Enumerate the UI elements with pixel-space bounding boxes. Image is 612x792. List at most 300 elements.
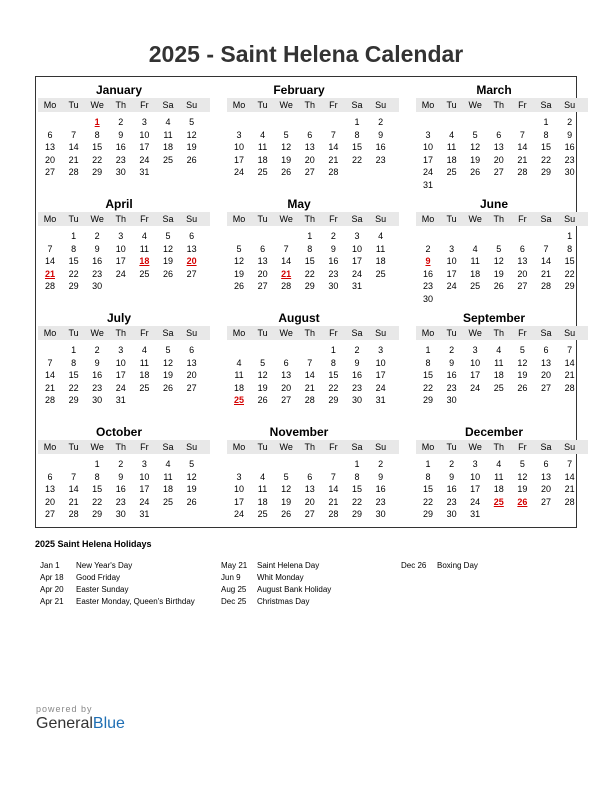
day-cell: 13 [304, 142, 315, 152]
weekday-label: We [90, 328, 104, 338]
day-cell: 9 [354, 357, 360, 368]
day-cell: 28 [44, 395, 55, 405]
holiday-column [401, 560, 478, 572]
day-cell: 2 [449, 459, 455, 469]
day-cell: 14 [68, 142, 79, 152]
day-cell: 11 [470, 256, 480, 266]
day-cell: 28 [517, 167, 528, 177]
weekday-header [38, 440, 210, 454]
weekday-label: Tu [257, 442, 268, 452]
month-name: June [479, 197, 509, 211]
day-cell: 18 [493, 370, 504, 380]
day-cell: 19 [186, 142, 197, 152]
weekday-label: Su [375, 214, 387, 224]
weekday-label: Sa [540, 214, 552, 224]
weekday-label: Mo [232, 214, 246, 224]
day-cell: 4 [449, 129, 455, 140]
holiday-name: August Bank Holiday [257, 585, 332, 594]
day-cell: 26 [233, 281, 244, 291]
day-cell: 28 [281, 281, 292, 291]
day-cell: 28 [68, 509, 79, 519]
day-cell: 27 [44, 509, 55, 519]
day-cell: 6 [496, 129, 502, 140]
day-cell: 10 [115, 243, 126, 254]
day-cell: 9 [378, 129, 384, 140]
day-cell: 4 [141, 345, 147, 355]
day-cell: 21 [44, 382, 55, 393]
day-cell: 9 [330, 243, 336, 254]
day-cell: 14 [328, 142, 339, 152]
day-cell: 15 [540, 142, 551, 152]
day-cell: 2 [378, 459, 384, 469]
day-cell: 16 [328, 256, 339, 266]
holiday-row [401, 560, 478, 572]
weekday-header [227, 212, 399, 226]
day-cell: 4 [496, 345, 502, 355]
day-cell: 29 [422, 395, 433, 405]
weekday-header [38, 98, 210, 112]
day-cell: 29 [564, 281, 575, 291]
day-cell: 10 [470, 471, 481, 482]
day-cell: 17 [139, 484, 150, 494]
day-cell: 5 [283, 129, 289, 140]
day-cell: 28 [540, 281, 551, 291]
month-name: October [95, 425, 143, 439]
day-cell: 8 [354, 471, 360, 482]
weekday-label: Tu [257, 214, 268, 224]
day-cell: 25 [139, 382, 150, 393]
day-cell: 20 [44, 496, 55, 507]
day-cell: 6 [47, 471, 53, 482]
day-cell: 30 [328, 281, 339, 291]
day-cell: 26 [517, 382, 528, 393]
day-cell: 9 [449, 357, 455, 368]
day-cell: 26 [281, 167, 292, 177]
day-cell: 20 [186, 370, 197, 380]
day-cell: 30 [115, 509, 126, 519]
day-cell: 14 [564, 471, 575, 482]
day-cell: 12 [257, 370, 268, 380]
day-cell: 14 [540, 256, 551, 266]
day-cell: 3 [449, 243, 455, 254]
weekday-label: Mo [421, 328, 435, 338]
day-cell: 27 [540, 496, 551, 507]
day-cell: 13 [540, 357, 551, 368]
day-cell: 24 [470, 382, 481, 393]
day-cell: 2 [425, 243, 431, 254]
weekday-label: We [468, 214, 482, 224]
day-cell: 20 [517, 268, 528, 279]
day-cell: 15 [304, 256, 315, 266]
weekday-label: Tu [68, 100, 79, 110]
day-cell: 11 [257, 142, 268, 152]
weekday-label: Sa [540, 100, 552, 110]
holiday-day: 26 [517, 496, 528, 507]
day-cell: 15 [92, 484, 103, 494]
day-cell: 4 [378, 231, 384, 241]
day-cell: 13 [186, 243, 197, 254]
day-cell: 23 [351, 382, 362, 393]
day-cell: 17 [422, 154, 433, 165]
weekday-label: Fr [140, 328, 149, 338]
day-cell: 4 [165, 117, 171, 127]
day-cell: 23 [446, 382, 457, 393]
day-cell: 11 [494, 471, 504, 482]
day-cell: 16 [351, 370, 362, 380]
day-cell: 7 [47, 243, 53, 254]
day-cell: 5 [189, 117, 195, 127]
day-cell: 24 [375, 382, 386, 393]
day-cell: 23 [375, 154, 386, 165]
day-cell: 29 [92, 509, 103, 519]
day-cell: 9 [94, 357, 100, 368]
day-cell: 19 [162, 256, 173, 266]
month-name: May [287, 197, 311, 211]
day-cell: 26 [186, 496, 197, 507]
day-cell: 7 [330, 129, 336, 140]
weekday-label: Th [304, 214, 316, 224]
weekday-label: Fr [140, 100, 149, 110]
day-cell: 30 [422, 293, 433, 304]
holiday-day: 25 [493, 496, 504, 507]
day-cell: 5 [496, 243, 502, 254]
weekday-label: Fr [329, 214, 338, 224]
weekday-label: Sa [540, 328, 552, 338]
weekday-label: Sa [162, 328, 174, 338]
day-cell: 23 [422, 281, 433, 291]
powered-by-text: powered by [36, 704, 93, 714]
day-cell: 28 [68, 167, 79, 177]
day-cell: 16 [92, 370, 103, 380]
day-cell: 7 [47, 357, 53, 368]
day-cell: 7 [283, 243, 289, 254]
day-cell: 30 [115, 167, 126, 177]
day-cell: 13 [493, 142, 504, 152]
day-cell: 19 [162, 370, 173, 380]
day-cell: 9 [118, 129, 124, 140]
weekday-header [416, 440, 588, 454]
weekday-label: We [468, 100, 482, 110]
day-cell: 11 [234, 370, 244, 380]
day-cell: 10 [375, 357, 386, 368]
weekday-label: Th [115, 214, 127, 224]
day-cell: 17 [233, 154, 244, 165]
day-cell: 25 [162, 154, 173, 165]
day-cell: 9 [94, 243, 100, 254]
holidays-title: 2025 Saint Helena Holidays [35, 539, 152, 549]
day-cell: 28 [564, 496, 575, 507]
day-cell: 11 [139, 243, 150, 254]
day-cell: 22 [351, 496, 362, 507]
day-cell: 14 [517, 142, 528, 152]
day-cell: 3 [236, 471, 242, 482]
day-cell: 16 [564, 142, 575, 152]
day-cell: 31 [422, 179, 433, 190]
weekday-label: Sa [351, 100, 363, 110]
day-cell: 1 [425, 345, 431, 355]
day-cell: 30 [564, 167, 575, 177]
day-cell: 12 [281, 142, 292, 152]
day-cell: 3 [141, 459, 147, 469]
day-cell: 31 [375, 395, 386, 405]
day-cell: 31 [139, 509, 150, 519]
weekday-label: We [468, 328, 482, 338]
day-cell: 19 [186, 484, 197, 494]
weekday-header [227, 326, 399, 340]
weekday-header [227, 440, 399, 454]
day-cell: 16 [375, 484, 386, 494]
day-cell: 30 [92, 281, 103, 291]
day-cell: 16 [115, 484, 126, 494]
day-cell: 8 [567, 243, 573, 254]
day-cell: 29 [68, 395, 79, 405]
day-cell: 28 [328, 167, 339, 177]
weekday-label: Fr [140, 442, 149, 452]
day-cell: 13 [540, 471, 551, 482]
day-cell: 5 [165, 231, 171, 241]
day-cell: 4 [260, 471, 266, 482]
weekday-label: Sa [540, 442, 552, 452]
weekday-label: Su [564, 214, 576, 224]
weekday-label: Th [304, 100, 316, 110]
day-cell: 23 [92, 382, 103, 393]
day-cell: 2 [449, 345, 455, 355]
holiday-row [221, 596, 331, 608]
day-cell: 26 [493, 281, 504, 291]
weekday-label: Mo [232, 442, 246, 452]
day-cell: 13 [281, 370, 292, 380]
day-cell: 12 [162, 357, 173, 368]
day-cell: 27 [281, 395, 292, 405]
day-cell: 19 [281, 154, 292, 165]
day-cell: 19 [517, 370, 528, 380]
weekday-label: We [279, 214, 293, 224]
month-name: December [464, 425, 524, 439]
weekday-header [227, 98, 399, 112]
day-cell: 12 [470, 142, 481, 152]
month-name: November [269, 425, 329, 439]
day-cell: 18 [257, 496, 268, 507]
day-cell: 21 [328, 154, 339, 165]
day-cell: 10 [139, 129, 150, 140]
day-cell: 8 [543, 129, 549, 140]
weekday-label: We [279, 328, 293, 338]
day-cell: 29 [422, 509, 433, 519]
day-cell: 10 [115, 357, 126, 368]
day-cell: 20 [257, 268, 268, 279]
day-cell: 7 [567, 459, 573, 469]
day-cell: 3 [425, 129, 431, 140]
day-cell: 25 [446, 167, 457, 177]
day-cell: 1 [425, 459, 431, 469]
day-cell: 22 [422, 496, 433, 507]
day-cell: 25 [162, 496, 173, 507]
day-cell: 8 [330, 357, 336, 368]
day-cell: 4 [496, 459, 502, 469]
day-cell: 4 [141, 231, 147, 241]
weekday-label: Fr [329, 442, 338, 452]
holiday-date: Apr 18 [40, 573, 64, 582]
weekday-label: Tu [446, 100, 457, 110]
day-cell: 17 [375, 370, 386, 380]
day-cell: 14 [304, 370, 315, 380]
day-cell: 7 [71, 471, 77, 482]
day-cell: 17 [351, 256, 362, 266]
day-cell: 29 [540, 167, 551, 177]
holiday-row [40, 572, 195, 584]
weekday-label: Th [493, 214, 505, 224]
day-cell: 1 [71, 231, 77, 241]
day-cell: 30 [351, 395, 362, 405]
day-cell: 8 [94, 471, 100, 482]
day-cell: 10 [351, 243, 362, 254]
day-cell: 26 [470, 167, 481, 177]
weekday-label: Tu [68, 328, 79, 338]
holiday-name: Easter Sunday [76, 585, 129, 594]
weekday-label: Th [493, 328, 505, 338]
day-cell: 16 [375, 142, 386, 152]
day-cell: 23 [446, 496, 457, 507]
day-cell: 22 [92, 154, 103, 165]
day-cell: 24 [139, 154, 150, 165]
day-cell: 27 [186, 382, 197, 393]
day-cell: 18 [139, 370, 150, 380]
day-cell: 24 [233, 167, 244, 177]
day-cell: 23 [115, 154, 126, 165]
weekday-label: Sa [351, 442, 363, 452]
day-cell: 8 [354, 129, 360, 140]
day-cell: 25 [139, 268, 150, 279]
day-cell: 3 [378, 345, 384, 355]
day-cell: 23 [328, 268, 339, 279]
weekday-label: Th [304, 328, 316, 338]
day-cell: 12 [186, 471, 197, 482]
day-cell: 14 [44, 256, 55, 266]
weekday-header [416, 98, 588, 112]
day-cell: 13 [304, 484, 315, 494]
day-cell: 10 [233, 142, 244, 152]
day-cell: 1 [567, 231, 573, 241]
day-cell: 27 [44, 167, 55, 177]
day-cell: 26 [162, 268, 173, 279]
day-cell: 28 [44, 281, 55, 291]
day-cell: 22 [68, 268, 79, 279]
weekday-label: Tu [68, 442, 79, 452]
holiday-date: Dec 25 [221, 597, 247, 606]
day-cell: 28 [564, 382, 575, 393]
weekday-header [416, 212, 588, 226]
weekday-label: Fr [518, 214, 527, 224]
day-cell: 7 [519, 129, 525, 140]
weekday-label: Mo [232, 100, 246, 110]
holiday-column [221, 560, 331, 608]
day-cell: 3 [141, 117, 147, 127]
month-name: August [278, 311, 320, 325]
day-cell: 17 [115, 256, 126, 266]
day-cell: 5 [236, 243, 242, 254]
day-cell: 19 [281, 496, 292, 507]
day-cell: 4 [165, 459, 171, 469]
day-cell: 23 [92, 268, 103, 279]
day-cell: 22 [422, 382, 433, 393]
day-cell: 27 [517, 281, 528, 291]
holiday-date: Aug 25 [221, 585, 247, 594]
branding [36, 704, 125, 733]
day-cell: 10 [470, 357, 481, 368]
weekday-label: Fr [518, 442, 527, 452]
day-cell: 4 [472, 243, 478, 254]
day-cell: 24 [115, 382, 126, 393]
day-cell: 27 [257, 281, 268, 291]
day-cell: 5 [519, 345, 525, 355]
day-cell: 11 [139, 357, 150, 368]
day-cell: 20 [304, 154, 315, 165]
holiday-date: Jan 1 [40, 561, 60, 570]
day-cell: 30 [375, 509, 386, 519]
day-cell: 24 [115, 268, 126, 279]
day-cell: 8 [71, 243, 77, 254]
weekday-label: Tu [446, 214, 457, 224]
day-cell: 26 [257, 395, 268, 405]
day-cell: 5 [519, 459, 525, 469]
day-cell: 1 [354, 459, 360, 469]
day-cell: 15 [92, 142, 103, 152]
day-cell: 3 [472, 345, 478, 355]
weekday-label: We [468, 442, 482, 452]
day-cell: 18 [493, 484, 504, 494]
day-cell: 25 [493, 382, 504, 393]
day-cell: 4 [236, 357, 242, 368]
calendar-frame [35, 76, 577, 528]
day-cell: 5 [189, 459, 195, 469]
day-cell: 10 [422, 142, 433, 152]
weekday-header [416, 326, 588, 340]
weekday-label: Tu [257, 100, 268, 110]
day-cell: 16 [422, 268, 433, 279]
day-cell: 11 [375, 243, 386, 254]
weekday-label: Fr [518, 100, 527, 110]
day-cell: 22 [92, 496, 103, 507]
day-cell: 28 [328, 509, 339, 519]
weekday-label: Su [564, 442, 576, 452]
weekday-label: Tu [68, 214, 79, 224]
day-cell: 22 [328, 382, 339, 393]
holiday-row [40, 560, 195, 572]
weekday-label: Th [115, 328, 127, 338]
day-cell: 18 [162, 484, 173, 494]
weekday-label: Su [375, 328, 387, 338]
weekday-label: Mo [421, 214, 435, 224]
month-name: February [273, 83, 325, 97]
day-cell: 12 [186, 129, 197, 140]
holiday-row [221, 560, 331, 572]
weekday-label: Th [493, 442, 505, 452]
day-cell: 7 [543, 243, 549, 254]
holiday-date: May 21 [221, 561, 248, 570]
day-cell: 9 [378, 471, 384, 482]
day-cell: 22 [304, 268, 315, 279]
weekday-label: Tu [446, 442, 457, 452]
day-cell: 6 [307, 129, 313, 140]
holiday-name: Boxing Day [437, 561, 478, 570]
day-cell: 21 [564, 484, 575, 494]
day-cell: 12 [517, 357, 528, 368]
day-cell: 3 [236, 129, 242, 140]
day-cell: 3 [472, 459, 478, 469]
day-cell: 24 [351, 268, 362, 279]
day-cell: 30 [446, 509, 457, 519]
day-cell: 15 [351, 484, 362, 494]
